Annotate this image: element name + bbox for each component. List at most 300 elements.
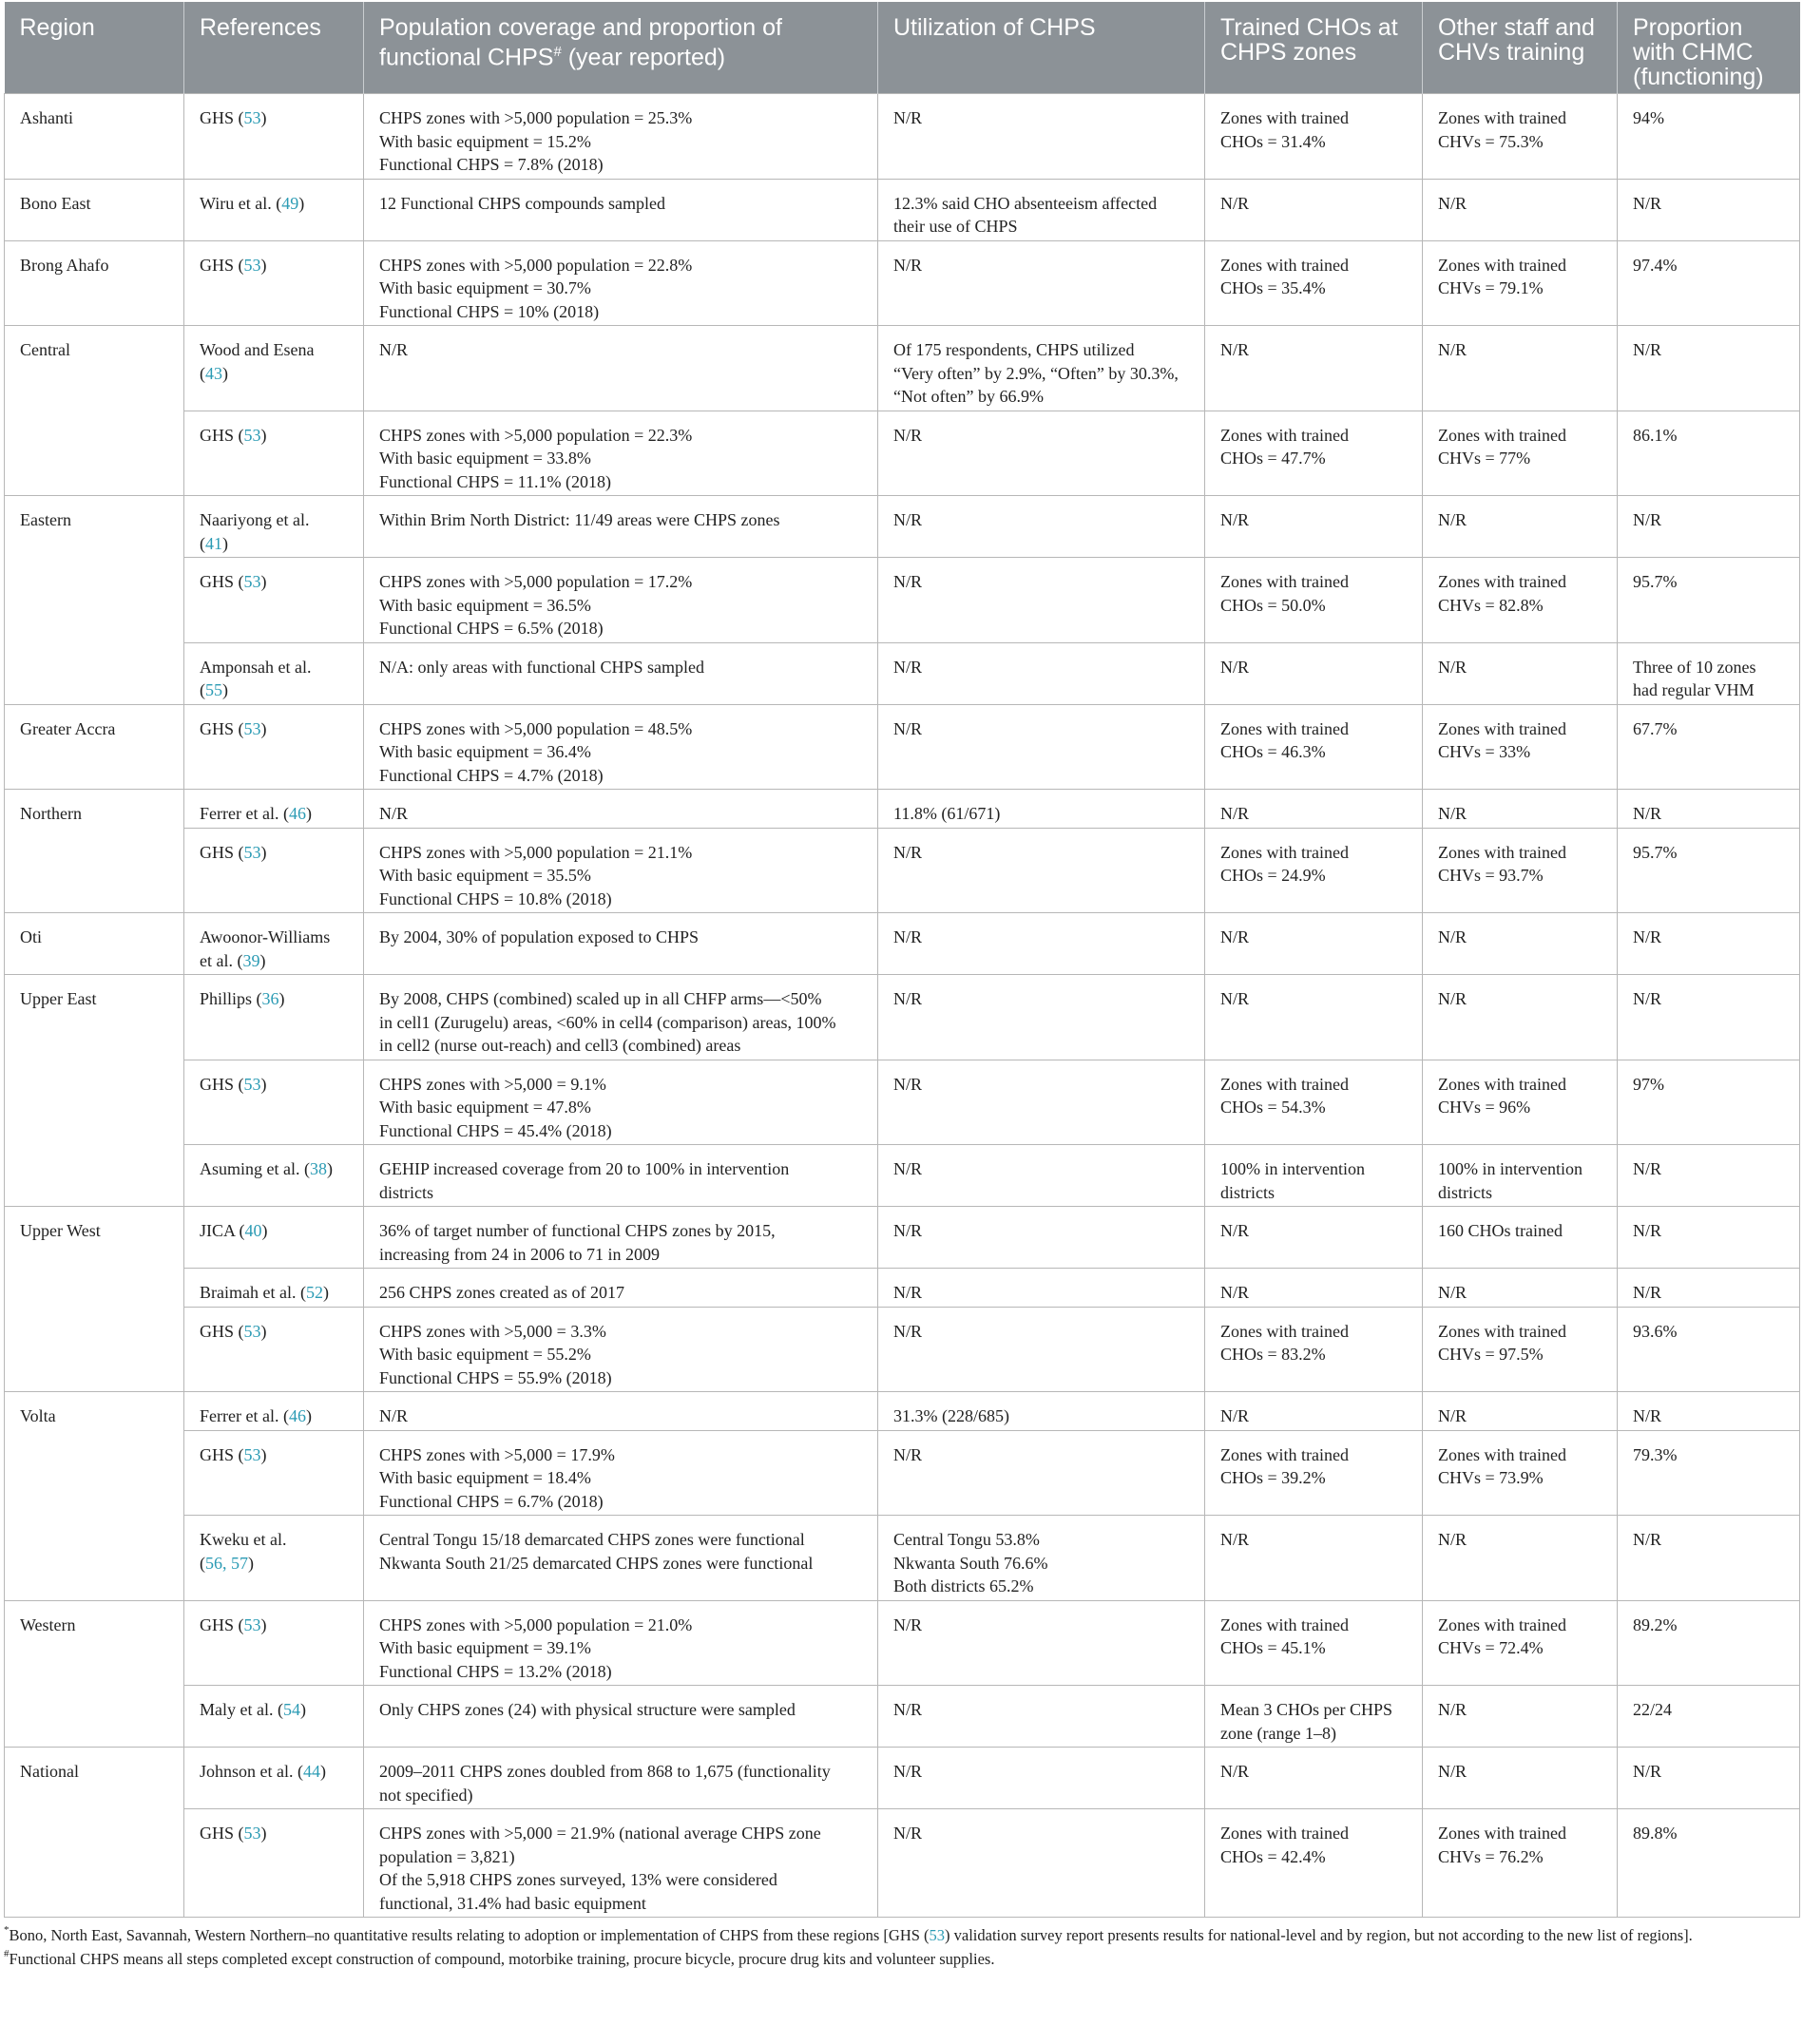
footnote <box>4 1923 1795 1947</box>
utilization-text: N/R <box>893 1762 923 1781</box>
reference-end: ) <box>260 1074 267 1094</box>
reference-cell <box>184 1809 364 1918</box>
utilization-text: N/R <box>893 108 923 127</box>
citation-link: 53 <box>243 572 261 591</box>
chv-training-text: N/R <box>1438 1700 1467 1719</box>
trained-chos-cell <box>1205 1600 1423 1686</box>
chv-training-text: Zones with trained CHVs = 82.8% <box>1438 572 1566 615</box>
chmc-text: N/R <box>1633 1762 1662 1781</box>
utilization-cell <box>878 411 1205 496</box>
reference-end: ) <box>260 1824 267 1843</box>
trained-chos-text: N/R <box>1220 1221 1250 1240</box>
population-coverage-cell <box>364 1600 878 1686</box>
chmc-cell <box>1618 1307 1800 1392</box>
column-header <box>1618 2 1800 94</box>
chv-training-cell <box>1423 642 1618 704</box>
citation-link: 36 <box>261 989 279 1008</box>
chv-training-text: N/R <box>1438 927 1467 946</box>
table-row <box>5 326 1800 411</box>
trained-chos-text: N/R <box>1220 1762 1250 1781</box>
table-row <box>5 1060 1800 1145</box>
chmc-cell <box>1618 1748 1800 1809</box>
chv-training-cell <box>1423 94 1618 180</box>
chmc-text: N/R <box>1633 989 1662 1008</box>
trained-chos-cell <box>1205 1145 1423 1207</box>
column-header-text: Trained CHOs at CHPS zones <box>1220 14 1398 66</box>
table-row <box>5 913 1800 975</box>
table-row <box>5 1392 1800 1431</box>
region-cell <box>5 704 184 790</box>
reference-cell <box>184 558 364 643</box>
chmc-text: 95.7% <box>1633 572 1678 591</box>
chv-training-text: Zones with trained CHVs = 96% <box>1438 1074 1566 1117</box>
region-cell <box>5 975 184 1207</box>
reference-text: GHS ( <box>200 1074 244 1094</box>
utilization-cell <box>878 913 1205 975</box>
chv-training-cell <box>1423 1686 1618 1748</box>
chv-training-text: Zones with trained CHVs = 79.1% <box>1438 255 1566 297</box>
reference-cell <box>184 1207 364 1269</box>
footnote-text-end: ) validation survey report presents results for national-level and by region, but not according to the new list of regions]. <box>945 1926 1693 1944</box>
trained-chos-text: N/R <box>1220 1406 1250 1425</box>
reference-text: Wood and Esena ( <box>200 340 315 383</box>
chv-training-text: N/R <box>1438 1283 1467 1302</box>
reference-end: ) <box>222 680 228 699</box>
utilization-text: N/R <box>893 1074 923 1094</box>
utilization-text: N/R <box>893 1614 923 1634</box>
citation-link: 38 <box>309 1159 327 1178</box>
utilization-cell <box>878 1060 1205 1145</box>
chmc-text: 86.1% <box>1633 425 1678 445</box>
chmc-cell <box>1618 642 1800 704</box>
chv-training-text: Zones with trained CHVs = 76.2% <box>1438 1824 1566 1866</box>
reference-cell <box>184 1392 364 1431</box>
region-name: Upper East <box>20 989 97 1008</box>
utilization-text: Of 175 respondents, CHPS utilized “Very often” by 2.9%, “Often” by 30.3%, “Not often” by 66.9% <box>893 340 1179 406</box>
utilization-text: N/R <box>893 657 923 677</box>
chmc-cell <box>1618 975 1800 1060</box>
reference-text: Wiru et al. ( <box>200 193 282 213</box>
citation-link: 53 <box>243 1614 261 1634</box>
population-coverage-text: CHPS zones with >5,000 = 17.9% With basic equipment = 18.4% Functional CHPS = 6.7% (2018) <box>379 1444 615 1511</box>
population-coverage-text: CHPS zones with >5,000 = 9.1% With basic equipment = 47.8% Functional CHPS = 45.4% (2018) <box>379 1074 612 1140</box>
reference-text: GHS ( <box>200 1321 244 1341</box>
chv-training-text: N/R <box>1438 989 1467 1008</box>
chv-training-cell <box>1423 1516 1618 1601</box>
chv-training-cell <box>1423 1307 1618 1392</box>
region-name: Ashanti <box>20 108 73 127</box>
trained-chos-cell <box>1205 558 1423 643</box>
reference-end: ) <box>248 1553 254 1573</box>
table-row <box>5 496 1800 558</box>
reference-text: Amponsah et al. ( <box>200 657 312 699</box>
population-coverage-text: N/R <box>379 340 409 359</box>
reference-cell <box>184 828 364 913</box>
chmc-cell <box>1618 828 1800 913</box>
trained-chos-text: Zones with trained CHOs = 35.4% <box>1220 255 1349 297</box>
trained-chos-cell <box>1205 1207 1423 1269</box>
utilization-cell <box>878 1748 1205 1809</box>
utilization-text: N/R <box>893 510 923 529</box>
population-coverage-cell <box>364 1207 878 1269</box>
chmc-cell <box>1618 1392 1800 1431</box>
table-row <box>5 1430 1800 1516</box>
chv-training-cell <box>1423 496 1618 558</box>
region-cell <box>5 913 184 975</box>
header-row <box>5 2 1800 94</box>
chmc-text: 95.7% <box>1633 842 1678 862</box>
population-coverage-text: CHPS zones with >5,000 population = 48.5% With basic equipment = 36.4% Functional CHPS = 4.7% (2018) <box>379 718 693 785</box>
reference-text: GHS ( <box>200 255 244 275</box>
utilization-text: 11.8% (61/671) <box>893 804 1001 823</box>
population-coverage-text: 256 CHPS zones created as of 2017 <box>379 1283 624 1302</box>
region-name: Upper West <box>20 1221 101 1240</box>
reference-cell <box>184 1516 364 1601</box>
utilization-cell <box>878 496 1205 558</box>
trained-chos-cell <box>1205 704 1423 790</box>
column-header <box>1205 2 1423 94</box>
population-coverage-text: CHPS zones with >5,000 = 3.3% With basic equipment = 55.2% Functional CHPS = 55.9% (2018) <box>379 1321 612 1387</box>
reference-text: GHS ( <box>200 572 244 591</box>
region-cell <box>5 1748 184 1918</box>
reference-cell <box>184 975 364 1060</box>
chv-training-text: Zones with trained CHVs = 73.9% <box>1438 1444 1566 1487</box>
population-coverage-cell <box>364 326 878 411</box>
population-coverage-cell <box>364 179 878 240</box>
utilization-cell <box>878 1307 1205 1392</box>
population-coverage-text: CHPS zones with >5,000 population = 22.3% With basic equipment = 33.8% Functional CHPS = 11.1% (2018) <box>379 425 693 491</box>
chmc-text: 22/24 <box>1633 1700 1673 1719</box>
trained-chos-cell <box>1205 1060 1423 1145</box>
population-coverage-cell <box>364 704 878 790</box>
reference-text: Asuming et al. ( <box>200 1159 310 1178</box>
population-coverage-cell <box>364 1686 878 1748</box>
reference-end: ) <box>326 1159 333 1178</box>
citation-link: 43 <box>205 363 222 383</box>
utilization-text: Central Tongu 53.8% Nkwanta South 76.6% Both districts 65.2% <box>893 1530 1048 1595</box>
region-cell <box>5 1207 184 1392</box>
chmc-cell <box>1618 1145 1800 1207</box>
table-row <box>5 240 1800 326</box>
column-header-text: Proportion with CHMC (functioning) <box>1633 14 1764 90</box>
utilization-cell <box>878 94 1205 180</box>
citation-link: 53 <box>243 108 261 127</box>
utilization-cell <box>878 1430 1205 1516</box>
column-header-text: Other staff and CHVs training <box>1438 14 1595 66</box>
population-coverage-cell <box>364 240 878 326</box>
chv-training-text: N/R <box>1438 510 1467 529</box>
population-coverage-text: CHPS zones with >5,000 population = 17.2% With basic equipment = 36.5% Functional CHPS = 6.5% (2018) <box>379 572 693 638</box>
reference-end: ) <box>222 363 228 383</box>
citation-link: 46 <box>288 1406 306 1425</box>
chv-training-cell <box>1423 1600 1618 1686</box>
reference-cell <box>184 240 364 326</box>
utilization-text: N/R <box>893 1283 923 1302</box>
reference-end: ) <box>260 718 267 738</box>
table-row <box>5 1686 1800 1748</box>
trained-chos-text: Zones with trained CHOs = 54.3% <box>1220 1074 1349 1117</box>
utilization-text: N/R <box>893 255 923 275</box>
table-row <box>5 1809 1800 1918</box>
trained-chos-cell <box>1205 1269 1423 1308</box>
utilization-cell <box>878 704 1205 790</box>
population-coverage-text: N/A: only areas with functional CHPS sampled <box>379 657 704 677</box>
region-name: Western <box>20 1614 76 1634</box>
reference-end: ) <box>278 989 285 1008</box>
table-row <box>5 975 1800 1060</box>
reference-text: Phillips ( <box>200 989 262 1008</box>
reference-text: GHS ( <box>200 842 244 862</box>
utilization-cell <box>878 1516 1205 1601</box>
region-cell <box>5 179 184 240</box>
citation-link: 55 <box>205 680 222 699</box>
citation-link: 52 <box>305 1283 323 1302</box>
population-coverage-text: Central Tongu 15/18 demarcated CHPS zones were functional Nkwanta South 21/25 demarcated CHPS zones were functional <box>379 1530 814 1573</box>
chmc-cell <box>1618 558 1800 643</box>
chv-training-text: N/R <box>1438 193 1467 213</box>
column-header-text: References <box>200 14 321 41</box>
chv-training-cell <box>1423 179 1618 240</box>
citation-link: 53 <box>243 1824 261 1843</box>
reference-text: Naariyong et al. ( <box>200 510 310 553</box>
trained-chos-text: N/R <box>1220 510 1250 529</box>
reference-end: ) <box>260 1321 267 1341</box>
table-row <box>5 1207 1800 1269</box>
column-header-text: Region <box>19 14 95 41</box>
trained-chos-cell <box>1205 1307 1423 1392</box>
chv-training-text: N/R <box>1438 1406 1467 1425</box>
population-coverage-cell <box>364 1809 878 1918</box>
citation-link: 40 <box>244 1221 262 1240</box>
region-cell <box>5 790 184 913</box>
utilization-cell <box>878 790 1205 829</box>
reference-text: Johnson et al. ( <box>200 1762 303 1781</box>
population-coverage-text: N/R <box>379 804 409 823</box>
chv-training-cell <box>1423 1060 1618 1145</box>
trained-chos-cell <box>1205 94 1423 180</box>
chmc-cell <box>1618 1516 1800 1601</box>
table-row <box>5 1307 1800 1392</box>
utilization-text: N/R <box>893 718 923 738</box>
chv-training-text: N/R <box>1438 340 1467 359</box>
trained-chos-cell <box>1205 179 1423 240</box>
population-coverage-text: CHPS zones with >5,000 population = 22.8% With basic equipment = 30.7% Functional CHPS = 10% (2018) <box>379 255 693 321</box>
population-coverage-cell <box>364 1392 878 1431</box>
region-name: Volta <box>20 1406 56 1425</box>
trained-chos-text: Zones with trained CHOs = 42.4% <box>1220 1824 1349 1866</box>
column-header <box>5 2 184 94</box>
citation-link: 53 <box>243 255 261 275</box>
reference-end: ) <box>259 950 266 970</box>
table-row <box>5 1269 1800 1308</box>
table-row <box>5 704 1800 790</box>
reference-end: ) <box>260 108 267 127</box>
reference-end: ) <box>260 255 267 275</box>
table-row <box>5 1516 1800 1601</box>
reference-text: GHS ( <box>200 718 244 738</box>
chv-training-text: Zones with trained CHVs = 77% <box>1438 425 1566 468</box>
citation-link: 53 <box>243 842 261 862</box>
population-coverage-text: CHPS zones with >5,000 = 21.9% (national average CHPS zone population = 3,821) Of the 5,918 CHPS zones surveyed, 13% were considered functional, 31.4% had basic equipment <box>379 1824 821 1913</box>
reference-text: GHS ( <box>200 1444 244 1464</box>
table-row <box>5 558 1800 643</box>
citation-link: 46 <box>288 804 306 823</box>
chmc-text: 89.2% <box>1633 1614 1678 1634</box>
utilization-text: N/R <box>893 1700 923 1719</box>
utilization-cell <box>878 975 1205 1060</box>
trained-chos-cell <box>1205 240 1423 326</box>
reference-cell <box>184 1600 364 1686</box>
chmc-text: N/R <box>1633 510 1662 529</box>
chmc-cell <box>1618 1060 1800 1145</box>
footnote-text: Functional CHPS means all steps completed except construction of compound, motorbike training, procure bicycle, procure drug kits and volunteer supplies. <box>9 1950 995 1968</box>
reference-cell <box>184 790 364 829</box>
region-name: Brong Ahafo <box>20 255 109 275</box>
trained-chos-text: N/R <box>1220 340 1250 359</box>
reference-text: Kweku et al. ( <box>200 1530 287 1573</box>
reference-end: ) <box>305 804 312 823</box>
footnotes <box>4 1923 1799 1971</box>
trained-chos-text: N/R <box>1220 193 1250 213</box>
chv-training-cell <box>1423 1207 1618 1269</box>
chv-training-cell <box>1423 913 1618 975</box>
population-coverage-cell <box>364 411 878 496</box>
population-coverage-text: Only CHPS zones (24) with physical structure were sampled <box>379 1700 796 1719</box>
trained-chos-cell <box>1205 1516 1423 1601</box>
reference-cell <box>184 1145 364 1207</box>
chmc-text: 93.6% <box>1633 1321 1678 1341</box>
region-cell <box>5 1600 184 1748</box>
population-coverage-text: 36% of target number of functional CHPS zones by 2015, increasing from 24 in 2006 to 71 in 2009 <box>379 1221 776 1264</box>
citation-link: 41 <box>205 533 222 553</box>
utilization-text: N/R <box>893 842 923 862</box>
population-coverage-text: CHPS zones with >5,000 population = 25.3% With basic equipment = 15.2% Functional CHPS = 7.8% (2018) <box>379 108 693 174</box>
reference-end: ) <box>298 193 305 213</box>
citation-link: 44 <box>302 1762 320 1781</box>
trained-chos-text: Zones with trained CHOs = 31.4% <box>1220 108 1349 151</box>
reference-text: Braimah et al. ( <box>200 1283 306 1302</box>
population-coverage-text: GEHIP increased coverage from 20 to 100% in intervention districts <box>379 1159 790 1202</box>
trained-chos-cell <box>1205 828 1423 913</box>
trained-chos-text: N/R <box>1220 1530 1250 1549</box>
reference-cell <box>184 704 364 790</box>
trained-chos-cell <box>1205 1686 1423 1748</box>
chmc-text: N/R <box>1633 1283 1662 1302</box>
population-coverage-cell <box>364 1060 878 1145</box>
utilization-cell <box>878 1392 1205 1431</box>
reference-text: Ferrer et al. ( <box>200 804 289 823</box>
chmc-text: N/R <box>1633 1159 1662 1178</box>
chv-training-cell <box>1423 240 1618 326</box>
population-coverage-cell <box>364 828 878 913</box>
reference-end: ) <box>260 1614 267 1634</box>
reference-cell <box>184 642 364 704</box>
chmc-cell <box>1618 790 1800 829</box>
trained-chos-text: Zones with trained CHOs = 50.0% <box>1220 572 1349 615</box>
population-coverage-text: CHPS zones with >5,000 population = 21.1% With basic equipment = 35.5% Functional CHPS = 10.8% (2018) <box>379 842 693 908</box>
chmc-text: N/R <box>1633 340 1662 359</box>
chv-training-cell <box>1423 1748 1618 1809</box>
chv-training-cell <box>1423 411 1618 496</box>
utilization-cell <box>878 326 1205 411</box>
trained-chos-text: Zones with trained CHOs = 24.9% <box>1220 842 1349 885</box>
table-row <box>5 94 1800 180</box>
trained-chos-cell <box>1205 1392 1423 1431</box>
population-coverage-cell <box>364 1516 878 1601</box>
reference-text: GHS ( <box>200 1614 244 1634</box>
citation-link: 53 <box>243 1321 261 1341</box>
chmc-cell <box>1618 240 1800 326</box>
utilization-cell <box>878 1145 1205 1207</box>
chmc-text: 97.4% <box>1633 255 1678 275</box>
citation-link: 53 <box>243 718 261 738</box>
chv-training-cell <box>1423 1809 1618 1918</box>
utilization-text: 31.3% (228/685) <box>893 1406 1009 1425</box>
reference-text: GHS ( <box>200 425 244 445</box>
population-coverage-cell <box>364 558 878 643</box>
reference-cell <box>184 1307 364 1392</box>
reference-text: Ferrer et al. ( <box>200 1406 289 1425</box>
reference-cell <box>184 1686 364 1748</box>
population-coverage-cell <box>364 642 878 704</box>
reference-cell <box>184 913 364 975</box>
reference-cell <box>184 1060 364 1145</box>
region-cell <box>5 94 184 180</box>
trained-chos-cell <box>1205 975 1423 1060</box>
utilization-cell <box>878 240 1205 326</box>
region-cell <box>5 326 184 496</box>
reference-cell <box>184 1269 364 1308</box>
chmc-cell <box>1618 326 1800 411</box>
chmc-text: 79.3% <box>1633 1444 1678 1464</box>
population-coverage-cell <box>364 1748 878 1809</box>
citation-link: 49 <box>281 193 299 213</box>
citation-link: 54 <box>282 1700 300 1719</box>
trained-chos-cell <box>1205 1809 1423 1918</box>
column-header <box>364 2 878 94</box>
utilization-text: N/R <box>893 425 923 445</box>
population-coverage-cell <box>364 913 878 975</box>
table-row <box>5 828 1800 913</box>
utilization-text: 12.3% said CHO absenteeism affected their use of CHPS <box>893 193 1158 236</box>
trained-chos-text: Zones with trained CHOs = 39.2% <box>1220 1444 1349 1487</box>
footnote-text: Bono, North East, Savannah, Western Northern–no quantitative results relating to adoption or implementation of CHPS from these regions [GHS ( <box>9 1926 930 1944</box>
utilization-cell <box>878 1207 1205 1269</box>
chv-training-text: N/R <box>1438 1530 1467 1549</box>
chv-training-cell <box>1423 1392 1618 1431</box>
reference-end: ) <box>319 1762 326 1781</box>
chmc-cell <box>1618 1686 1800 1748</box>
population-coverage-text: By 2008, CHPS (combined) scaled up in all CHFP arms—<50% in cell1 (Zurugelu) areas, <60% in cell4 (comparison) areas, 100% in cell2 (nurse out-reach) and cell3 (combined) areas <box>379 989 836 1055</box>
population-coverage-cell <box>364 1307 878 1392</box>
trained-chos-text: Zones with trained CHOs = 47.7% <box>1220 425 1349 468</box>
column-header-sup: # <box>553 44 562 60</box>
chv-training-cell <box>1423 558 1618 643</box>
utilization-cell <box>878 828 1205 913</box>
column-header <box>184 2 364 94</box>
reference-text: GHS ( <box>200 1824 244 1843</box>
chv-training-text: Zones with trained CHVs = 75.3% <box>1438 108 1566 151</box>
population-coverage-cell <box>364 94 878 180</box>
table-row <box>5 790 1800 829</box>
chv-training-text: N/R <box>1438 804 1467 823</box>
trained-chos-cell <box>1205 913 1423 975</box>
trained-chos-text: N/R <box>1220 927 1250 946</box>
column-header <box>1423 2 1618 94</box>
chv-training-text: Zones with trained CHVs = 93.7% <box>1438 842 1566 885</box>
table-container <box>4 2 1799 1971</box>
utilization-cell <box>878 558 1205 643</box>
